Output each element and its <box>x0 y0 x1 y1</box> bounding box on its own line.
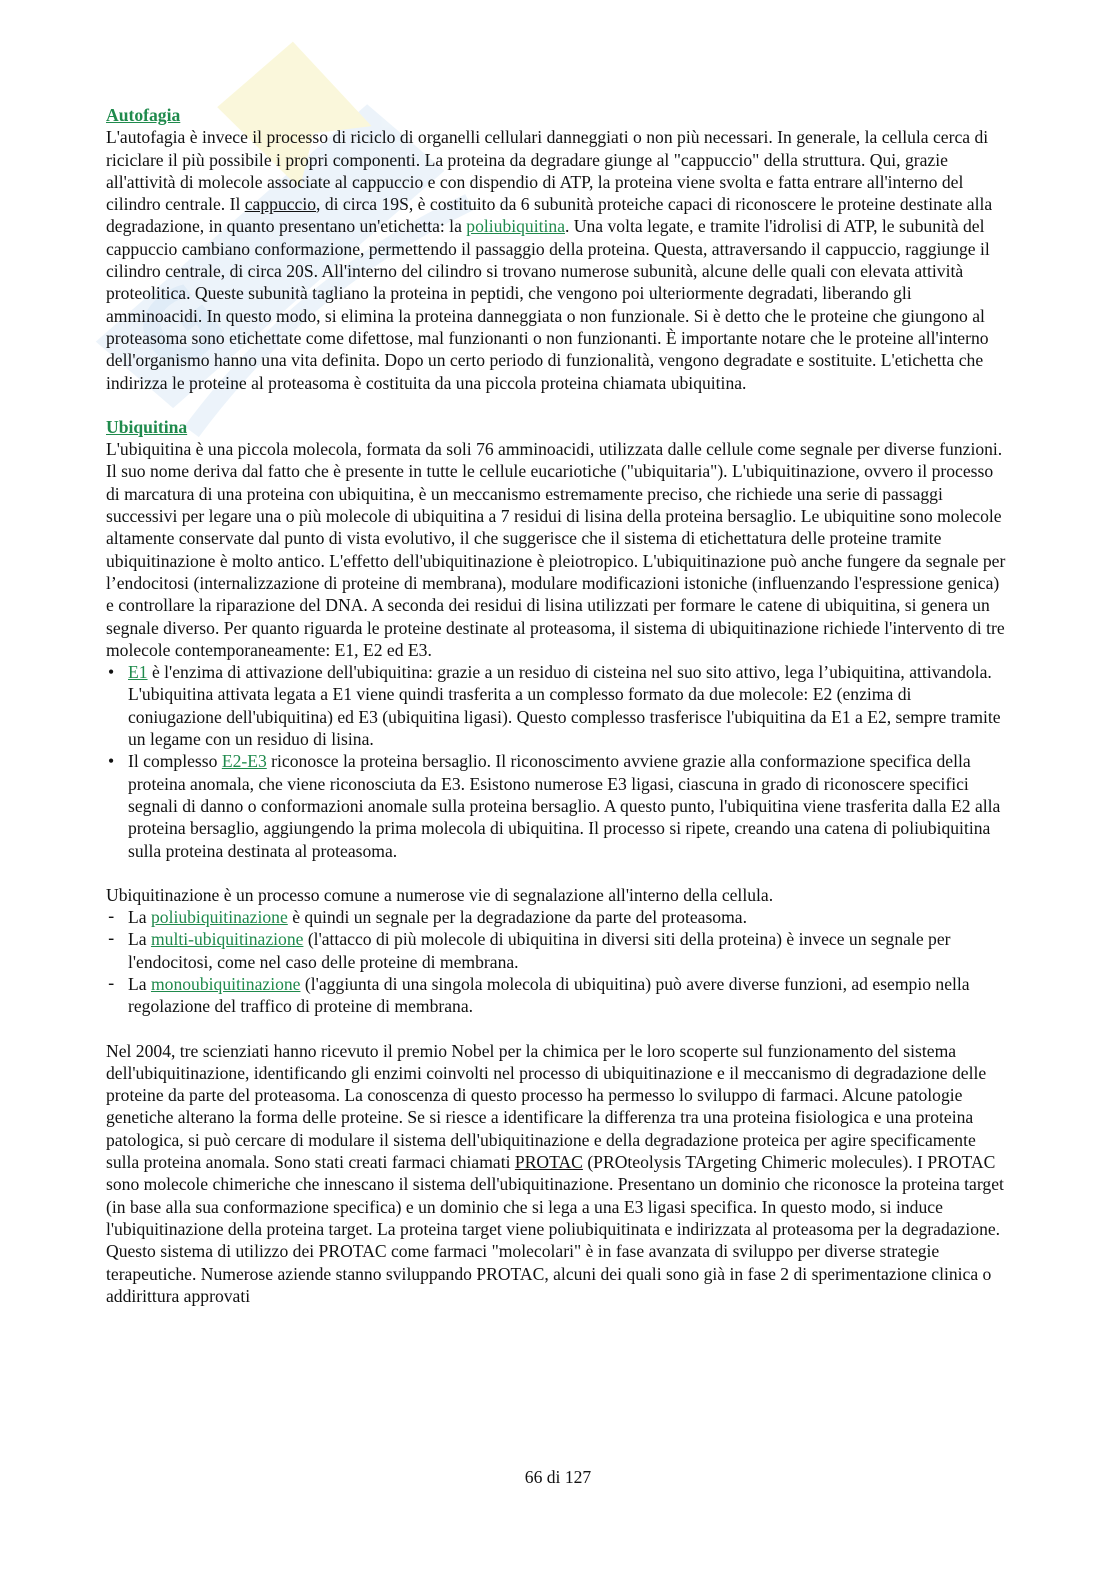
dash1-pre: La <box>128 907 151 928</box>
section-heading-autofagia: Autofagia <box>106 105 181 125</box>
dash-item-multi-ubiquitinazione <box>106 928 1006 973</box>
bullet-item-e2-e3 <box>106 750 1006 861</box>
ubiquitina-paragraph-3 <box>106 1040 1006 1308</box>
bullet-item-e1 <box>106 661 1006 750</box>
dash2-pre: La <box>128 929 151 950</box>
spacer <box>106 394 1006 416</box>
nobel-text-a: Nel 2004, tre scienziati hanno ricevuto il premio Nobel per la chimica per le loro scoperte sul funzionamento del sistema dell'ubiquitinazione, identificando gli enzimi coinvolti nel processo di ubiquitinazione e il meccanismo di degradazione delle proteine da parte del proteasoma. La conoscenza di questo processo ha permesso lo sviluppo di farmaci. Alcune patologie genetiche alterano la forma delle proteine. Se si riesce a identificare la differenza tra una proteina fisiologica e una proteina patologica, si può cercare di modulare il sistema dell'ubiquitinazione e della degradazione proteica per agire specificamente sulla proteina anomala. Sono stati creati farmaci chiamati <box>106 1040 987 1173</box>
link-multi-ubiquitinazione[interactable]: multi-ubiquitinazione <box>150 929 304 950</box>
ubiquitination-types-list <box>106 906 1006 1017</box>
dash-item-poliubiquitinazione <box>106 906 1006 928</box>
spacer <box>106 862 1006 884</box>
autofagia-text-a: L'autofagia è invece il processo di riciclo di organelli cellulari danneggiati o non più necessari. In generale, la cellula cerca di riciclare il più possibile i propri componenti. La proteina da degradare giunge al "cappuccio" della struttura. Qui, grazie all'attività di molecole associate al cappuccio e con dispendio di ATP, la proteina viene svolta e fatta entrare all'interno del cilindro centrale. Il <box>106 127 989 215</box>
dash3-pre: La <box>128 973 151 994</box>
ubiquitina-paragraph-2: Ubiquitinazione è un processo comune a numerose vie di segnalazione all'interno della cellula. <box>106 884 774 905</box>
enzyme-bullet-list <box>106 661 1006 862</box>
autofagia-text-b: , di circa 19S, è costituito da 6 subunità proteiche capaci di riconoscere le proteine destinate alla degradazione, in quanto presentano un'etichetta: la <box>106 194 993 237</box>
spacer <box>106 1018 1006 1040</box>
dash1-text: è quindi un segnale per la degradazione da parte del proteasoma. <box>287 907 747 928</box>
link-protac[interactable]: PROTAC <box>514 1152 583 1173</box>
link-poliubiquitina[interactable]: poliubiquitina <box>466 216 565 237</box>
page-number: 66 di 127 <box>524 1467 592 1487</box>
autofagia-paragraph <box>106 126 1006 394</box>
link-monoubiquitinazione[interactable]: monoubiquitinazione <box>150 973 301 994</box>
link-poliubiquitinazione[interactable]: poliubiquitinazione <box>150 907 288 928</box>
autofagia-text-c: . Una volta legate, e tramite l'idrolisi di ATP, le subunità del cappuccio cambiano conformazione, permettendo il passaggio della proteina. Questa, attraversando il cappuccio, raggiunge il cilindro centrale, di circa 20S. All'interno del cilindro si trovano numerose subunità, alcune delle quali con elevata attività proteolitica. Queste subunità tagliano la proteina in peptidi, che vengono poi ulteriormente degradati, liberando gli amminoacidi. In questo modo, si elimina la proteina danneggiata o non funzionale. Si è detto che le proteine che giungono al proteasoma sono etichettate come difettose, mal funzionanti o non funzionanti. È importante notare che le proteine all'interno dell'organismo hanno una vita definita. Dopo un certo periodo di funzionalità, vengono degradate e sostituite. L'etichetta che indirizza le proteine al proteasoma è costituita da una piccola proteina chiamata ubiquitina. <box>106 216 990 393</box>
link-cappuccio[interactable]: cappuccio <box>244 194 317 215</box>
document-page <box>106 104 1006 1307</box>
link-e1[interactable]: E1 <box>128 662 148 683</box>
dash-item-monoubiquitinazione <box>106 973 1006 1018</box>
bullet-e1-text: è l'enzima di attivazione dell'ubiquitina: grazie a un residuo di cisteina nel suo sito attivo, lega l’ubiquitina, attivandola. L'ubiquitina attivata legata a E1 viene quindi trasferita a un complesso formato da due molecole: E2 (enzima di coniugazione dell'ubiquitina) ed E3 (ubiquitina ligasi). Questo complesso trasferisce l'ubiquitina da E1 a E2, sempre tramite un legame con un residuo di lisina. <box>128 662 1001 750</box>
nobel-text-b: (PROteolysis TArgeting Chimeric molecules). I PROTAC sono molecole chimeriche che innescano il sistema dell'ubiquitinazione. Presentano un dominio che riconosce la proteina target (in base alla sua conformazione specifica) e un dominio che si lega a una E3 ligasi specifica. In questo modo, si induce l'ubiquitinazione della proteina target. La proteina target viene poliubiquitinata e indirizzata al proteasoma per la degradazione. Questo sistema di utilizzo dei PROTAC come farmaci "molecolari" è in fase avanzata di sviluppo per diverse strategie terapeutiche. Numerose aziende stanno sviluppando PROTAC, alcuni dei quali sono già in fase 2 di sperimentazione clinica o addirittura approvati <box>106 1152 1004 1306</box>
ubiquitina-paragraph-1: L'ubiquitina è una piccola molecola, formata da soli 76 amminoacidi, utilizzata dalle cellule come segnale per diverse funzioni. Il suo nome deriva dal fatto che è presente in tutte le cellule eucariotiche ("ubiquitaria"). L'ubiquitinazione, ovvero il processo di marcatura di una proteina con ubiquitina, è un meccanismo estremamente preciso, che richiede una serie di passaggi successivi per legare una o più molecole di ubiquitina a 7 residui di lisina della proteina bersaglio. Le ubiquitine sono molecole altamente conservate dal punto di vista evolutivo, il che suggerisce che il sistema di etichettatura delle proteine tramite ubiquitinazione è molto antico. L'effetto dell'ubiquitinazione è pleiotropico. L'ubiquitinazione può anche fungere da segnale per l’endocitosi (internalizzazione di proteine di membrana), modulare modificazioni istoniche (influenzando l'espressione genica) e controllare la riparazione del DNA. A seconda dei residui di lisina utilizzati per formare le catene di ubiquitina, si genera un segnale diverso. Per quanto riguarda le proteine destinate al proteasoma, il sistema di ubiquitinazione richiede l'intervento di tre molecole contemporaneamente: E1, E2 ed E3. <box>106 439 1006 660</box>
dash2-text: (l'attacco di più molecole di ubiquitina in diversi siti della proteina) è invece un segnale per l'endocitosi, come nel caso delle proteine di membrana. <box>128 929 951 972</box>
dash3-text: (l'aggiunta di una singola molecola di ubiquitina) può avere diverse funzioni, ad esempio nella regolazione del traffico di proteine di membrana. <box>128 973 970 1017</box>
bullet-e2-e3-text: riconosce la proteina bersaglio. Il riconoscimento avviene grazie alla conformazione specifica della proteina anomala, che viene riconosciuta da E3. Esistono numerose E3 ligasi, ciascuna in grado di riconoscere specifici segnali di danno o conformazioni anomale sulla proteina bersaglio. A questo punto, l'ubiquitina viene trasferita dalla E2 alla proteina bersaglio, aggiungendo la prima molecola di ubiquitina. Il processo si ripete, creando una catena di poliubiquitina sulla proteina destinata al proteasoma. <box>128 751 1001 861</box>
watermark-letters: G <box>114 260 246 398</box>
bullet-e2-e3-pre: Il complesso <box>128 751 222 772</box>
section-heading-ubiquitina: Ubiquitina <box>106 416 188 437</box>
link-e2-e3[interactable]: E2-E3 <box>221 751 267 772</box>
